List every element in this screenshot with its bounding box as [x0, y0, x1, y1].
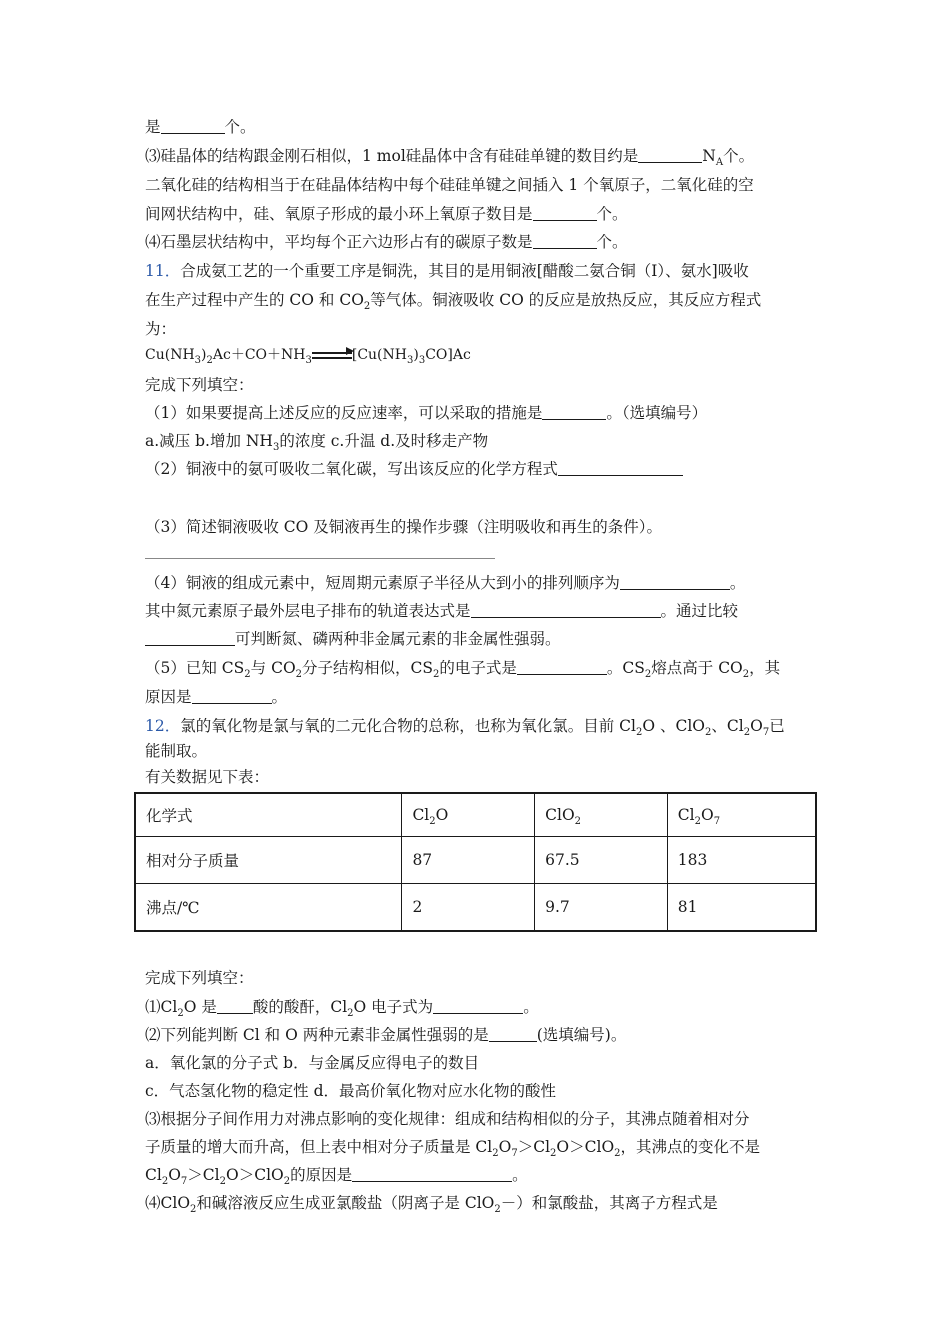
table-cell: $Cl_2O_7$ [667, 793, 816, 837]
reaction-equation: $Cu(NH_3)_2Ac+CO+NH_3$ $[Cu(NH_3)_3CO]Ac$ [145, 347, 471, 366]
text-line: c．气态氢化物的稳定性 d．最高价氧化物对应水化物的酸性 [145, 1082, 557, 1100]
question-11-line: 11．合成氨工艺的一个重要工序是铜洗，其目的是用铜液[醋酸二氨合铜（Ⅰ）、氨水]吸收 [145, 262, 749, 280]
text-line: （5）已知 $CS_2$与 $CO_2$分子结构相似，$CS_2$的电子式是 。$CS_2$熔点高于 $CO_2$，其 [145, 659, 781, 680]
answer-blank [542, 405, 606, 420]
table-cell: 81 [667, 884, 816, 932]
text-line: （1）如果要提高上述反应的反应速率，可以采取的措施是 。（选填编号） [145, 404, 708, 422]
text-line: 是 个。 [145, 118, 256, 136]
text-line: 二氧化硅的结构相当于在硅晶体结构中每个硅硅单键之间插入 1 个氧原子，二氧化硅的空 [145, 176, 754, 194]
text-line: 完成下列填空： [145, 376, 254, 394]
text-line: （4）铜液的组成元素中，短周期元素原子半径从大到小的排列顺序为 。 [145, 574, 746, 592]
answer-blank [217, 999, 253, 1014]
text-line: 为： [145, 320, 177, 338]
answer-blank [489, 1027, 537, 1042]
answer-blank [620, 575, 730, 590]
equilibrium-arrow-icon [312, 348, 352, 362]
table-row [135, 837, 816, 884]
table-row [135, 793, 816, 837]
table-cell: 9.7 [535, 884, 668, 932]
answer-blank [161, 119, 225, 134]
table-cell: 2 [402, 884, 535, 932]
answer-blank [433, 999, 523, 1014]
text-line: $Cl_2O_7>Cl_2O>ClO_2$的原因是 。 [145, 1166, 528, 1187]
text-line: 能制取。 [145, 742, 208, 760]
text-line: 在生产过程中产生的 CO 和 $CO_2$等气体。铜液吸收 CO 的反应是放热反应，其反应方程式 [145, 291, 762, 312]
text-line: 可判断氮、磷两种非金属元素的非金属性强弱。 [145, 628, 561, 650]
question-number: 11． [145, 262, 181, 280]
text-line: 有关数据见下表： [145, 768, 270, 786]
table-cell: 87 [402, 837, 535, 884]
text-line: $⑴Cl_2O$ 是 酸的酸酐，$Cl_2O$ 电子式为 。 [145, 998, 539, 1019]
table-cell: 67.5 [535, 837, 668, 884]
table-cell: 沸点/℃ [135, 884, 402, 932]
answer-blank [638, 148, 702, 163]
text-line: ⑶根据分子间作用力对沸点影响的变化规律：组成和结构相似的分子，其沸点随着相对分 [145, 1110, 750, 1128]
answer-blank [145, 631, 235, 646]
answer-blank [533, 234, 597, 249]
text-line: 其中氮元素原子最外层电子排布的轨道表达式是 。通过比较 [145, 602, 739, 620]
answer-blank [533, 206, 597, 221]
text-line: 原因是 。 [145, 688, 288, 706]
text-line: （3）简述铜液吸收 CO 及铜液再生的操作步骤（注明吸收和再生的条件）。 [145, 518, 663, 536]
table-cell: ClO$_2$ [535, 793, 668, 837]
data-table [134, 792, 817, 932]
question-12-line: 12．氯的氧化物是氯与氧的二元化合物的总称，也称为氧化氯。目前 $Cl_2O$ 、ClO$_2$、$Cl_2O_7$已 [145, 717, 785, 738]
table-cell: 183 [667, 837, 816, 884]
text-line: 完成下列填空： [145, 969, 254, 987]
answer-blank [558, 461, 683, 476]
table-cell: $Cl_2O$ [402, 793, 535, 837]
question-number: 12． [145, 717, 181, 735]
text-line: 子质量的增大而升高，但上表中相对分子质量是 $Cl_2O_7>Cl_2O>ClO_2$，其沸点的变化不是 [145, 1138, 761, 1159]
text-line: ⑷石墨层状结构中，平均每个正六边形占有的碳原子数是 个。 [145, 233, 628, 251]
table-cell: 化学式 [135, 793, 402, 837]
answer-line [145, 558, 495, 559]
answer-blank [471, 603, 661, 618]
answer-blank [352, 1167, 512, 1182]
table-row [135, 884, 816, 932]
text-line: （2）铜液中的氨可吸收二氧化碳，写出该反应的化学方程式 [145, 458, 683, 480]
table-cell: 相对分子质量 [135, 837, 402, 884]
text-line: ⑶硅晶体的结构跟金刚石相似，1 mol硅晶体中含有硅硅单键的数目约是 $N_A$个。 [145, 147, 755, 168]
answer-blank [192, 689, 272, 704]
text-line: a.减压 b.增加 $NH_3$的浓度 c.升温 d.及时移走产物 [145, 432, 489, 453]
text-line: ⑵下列能判断 Cl 和 O 两种元素非金属性强弱的是 (选填编号)。 [145, 1026, 627, 1044]
text-line: 间网状结构中，硅、氧原子形成的最小环上氧原子数目是 个。 [145, 205, 628, 223]
answer-blank [517, 660, 607, 675]
text-line: a．氧化氯的分子式 b．与金属反应得电子的数目 [145, 1054, 480, 1072]
text-line: ⑷ClO$_2$和碱溶液反应生成亚氯酸盐（阴离子是 ClO$_2$－）和氯酸盐，其离子方程式是 [145, 1194, 718, 1215]
